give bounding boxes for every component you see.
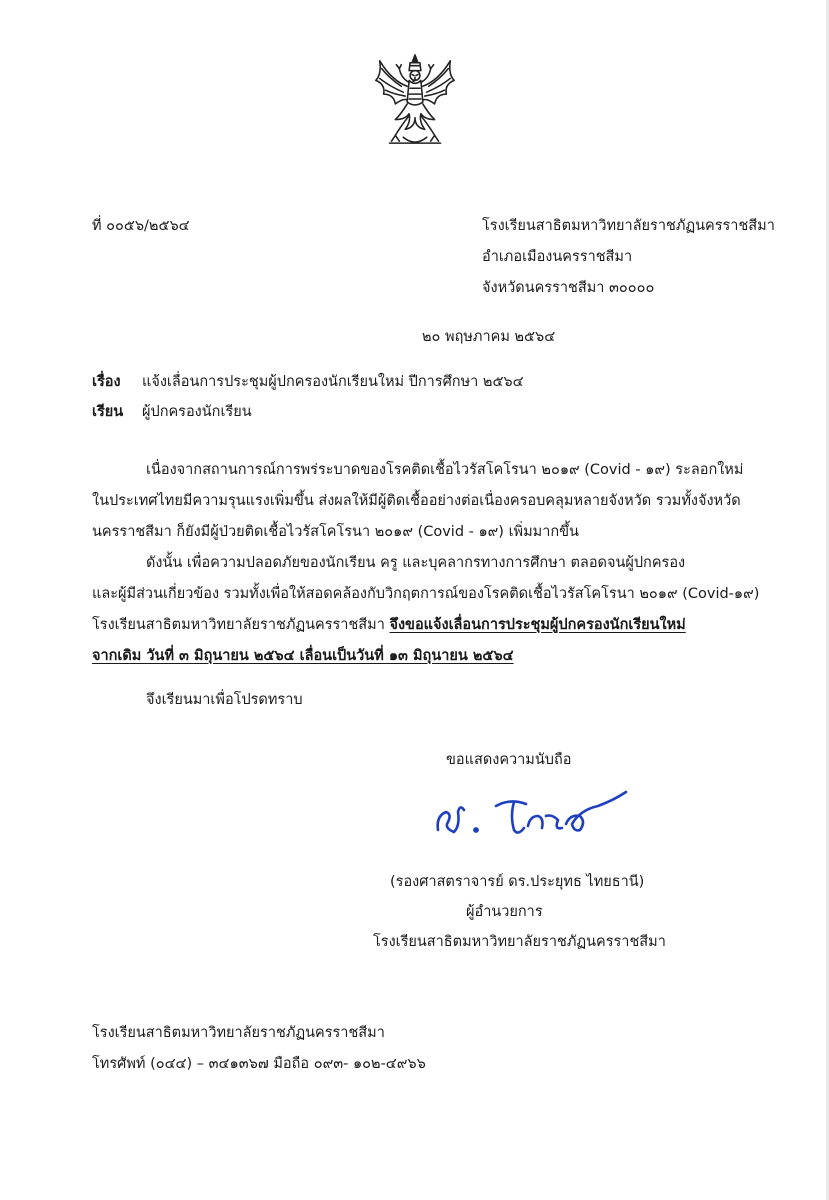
- to-label: เรียน: [92, 404, 124, 420]
- handwritten-signature: [430, 786, 630, 842]
- body-paragraph-2-line-2: และผู้มีส่วนเกี่ยวข้อง รวมทั้งเพื่อให้สอดคล้องกับวิกฤตการณ์ของโรคติดเชื้อไวรัสโคโรนา ๒๐๑๙ (Covid-๑๙): [92, 586, 760, 602]
- to-text: ผู้ปกครองนักเรียน: [142, 404, 252, 420]
- reference-number: ที่ ๐๐๕๖/๒๕๖๔: [92, 218, 190, 234]
- body-paragraph-1-line-2: ในประเทศไทยมีความรุนแรงเพิ่มขึ้น ส่งผลให้มีผู้ติดเชื้ออย่างต่อเนื่องครอบคลุมหลายจังหวัด รวมทั้งจังหวัด: [92, 493, 741, 509]
- body-paragraph-2-school: โรงเรียนสาธิตมหาวิทยาลัยราชภัฏนครราชสีมา: [92, 617, 385, 633]
- body-paragraph-1-line-1: เนื่องจากสถานการณ์การพร่ระบาดของโรคติดเชื้อไวรัสโคโรนา ๒๐๑๙ (Covid - ๑๙) ระลอกใหม่: [146, 462, 744, 478]
- signer-name: (รองศาสตราจารย์ ดร.ประยุทธ ไทยธานี): [390, 874, 645, 890]
- letter-date: ๒๐ พฤษภาคม ๒๕๖๔: [422, 329, 556, 345]
- closing-line: จึงเรียนมาเพื่อโปรดทราบ: [146, 692, 303, 708]
- signer-organization: โรงเรียนสาธิตมหาวิทยาลัยราชภัฏนครราชสีมา: [373, 934, 666, 950]
- garuda-emblem-icon: [366, 50, 464, 150]
- province-line: จังหวัดนครราชสีมา ๓๐๐๐๐: [482, 280, 655, 296]
- postponement-notice: จึงขอแจ้งเลื่อนการประชุมผู้ปกครองนักเรียนใหม่: [389, 617, 686, 633]
- subject-text: แจ้งเลื่อนการประชุมผู้ปกครองนักเรียนใหม่ ปีการศึกษา ๒๕๖๔: [142, 374, 524, 390]
- body-paragraph-1-line-3: นครราชสีมา ก็ยังมีผู้ป่วยติดเชื้อไวรัสโคโรนา ๒๐๑๙ (Covid - ๑๙) เพิ่มมากขึ้น: [92, 524, 579, 540]
- district-line: อำเภอเมืองนครราชสีมา: [482, 249, 633, 265]
- regards-text: ขอแสดงความนับถือ: [446, 752, 572, 768]
- body-paragraph-2-line-1: ดังนั้น เพื่อความปลอดภัยของนักเรียน ครู และบุคลากรทางการศึกษา ตลอดจนผู้ปกครอง: [146, 555, 686, 571]
- signer-position: ผู้อำนวยการ: [466, 904, 543, 920]
- footer-organization: โรงเรียนสาธิตมหาวิทยาลัยราชภัฏนครราชสีมา: [92, 1025, 385, 1041]
- footer-contact: โทรศัพท์ (๐๔๔) – ๓๔๑๓๖๗ มือถือ ๐๙๓- ๑๐๒-๔๙๖๖: [92, 1056, 426, 1072]
- postponement-dates: จากเดิม วันที่ ๓ มิถุนายน ๒๕๖๔ เลื่อนเป็นวันที่ ๑๓ มิถุนายน ๒๕๖๔: [92, 648, 514, 664]
- body-paragraph-2-line-3: [92, 615, 686, 635]
- school-name-header: โรงเรียนสาธิตมหาวิทยาลัยราชภัฏนครราชสีมา: [482, 218, 775, 234]
- subject-label: เรื่อง: [92, 374, 121, 390]
